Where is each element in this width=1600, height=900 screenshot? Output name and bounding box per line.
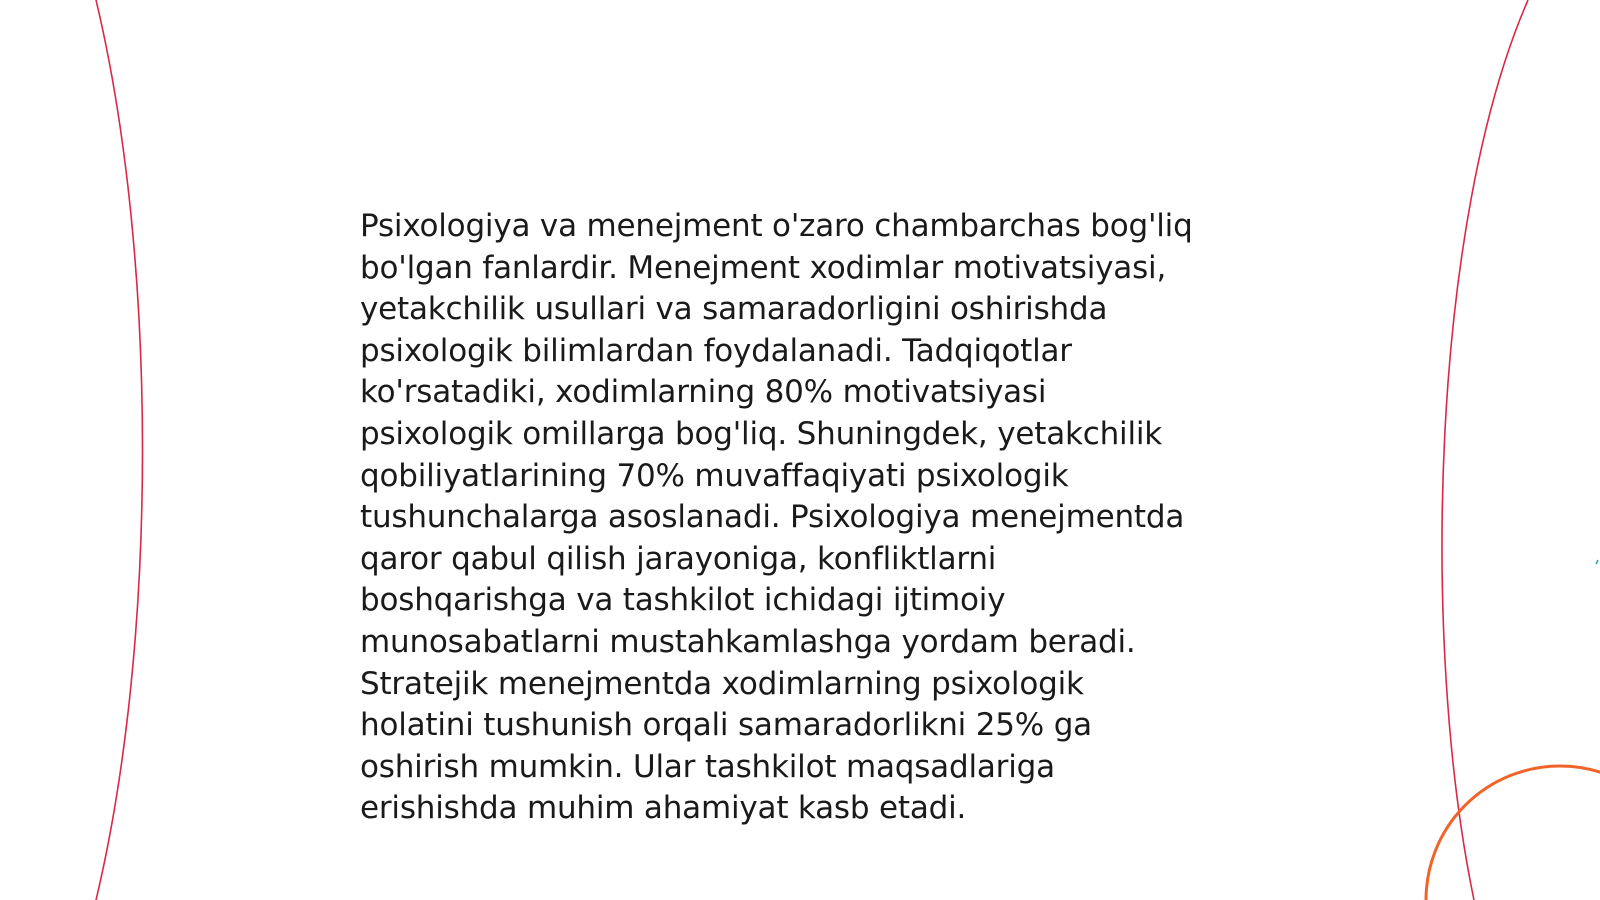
left-decorative-arc — [96, 0, 143, 900]
paragraph-line: psixologik omillarga bog'liq. Shuningdek, yetakchilik — [360, 415, 1163, 452]
paragraph-line: munosabatlarni mustahkamlashga yordam beradi. — [360, 623, 1136, 660]
paragraph-line: bo'lgan fanlardir. Menejment xodimlar motivatsiyasi, — [360, 249, 1167, 286]
paragraph-line: qobiliyatlarining 70% muvaffaqiyati psixologik — [360, 457, 1069, 494]
paragraph-line: oshirish mumkin. Ular tashkilot maqsadlariga — [360, 748, 1055, 785]
body-paragraph — [360, 206, 1260, 830]
orange-decorative-circle — [1426, 766, 1600, 900]
right-decorative-arc — [1442, 0, 1528, 900]
paragraph-line: Stratejik menejmentda xodimlarning psixologik — [360, 665, 1084, 702]
paragraph-line: Psixologiya va menejment o'zaro chambarchas bog'liq — [360, 208, 1193, 244]
small-decorative-tick — [1596, 560, 1598, 564]
paragraph-line: ko'rsatadiki, xodimlarning 80% motivatsiyasi — [360, 374, 1047, 411]
paragraph-line: boshqarishga va tashkilot ichidagi ijtimoiy — [360, 582, 1006, 619]
paragraph-line: psixologik bilimlardan foydalanadi. Tadqiqotlar — [360, 332, 1072, 369]
paragraph-line: qaror qabul qilish jarayoniga, konfliktlarni — [360, 540, 997, 577]
paragraph-line: yetakchilik usullari va samaradorligini oshirishda — [360, 291, 1108, 328]
paragraph-line: holatini tushunish orqali samaradorlikni 25% ga — [360, 707, 1092, 744]
paragraph-line: tushunchalarga asoslanadi. Psixologiya menejmentda — [360, 499, 1185, 536]
paragraph-line: erishishda muhim ahamiyat kasb etadi. — [360, 790, 967, 827]
